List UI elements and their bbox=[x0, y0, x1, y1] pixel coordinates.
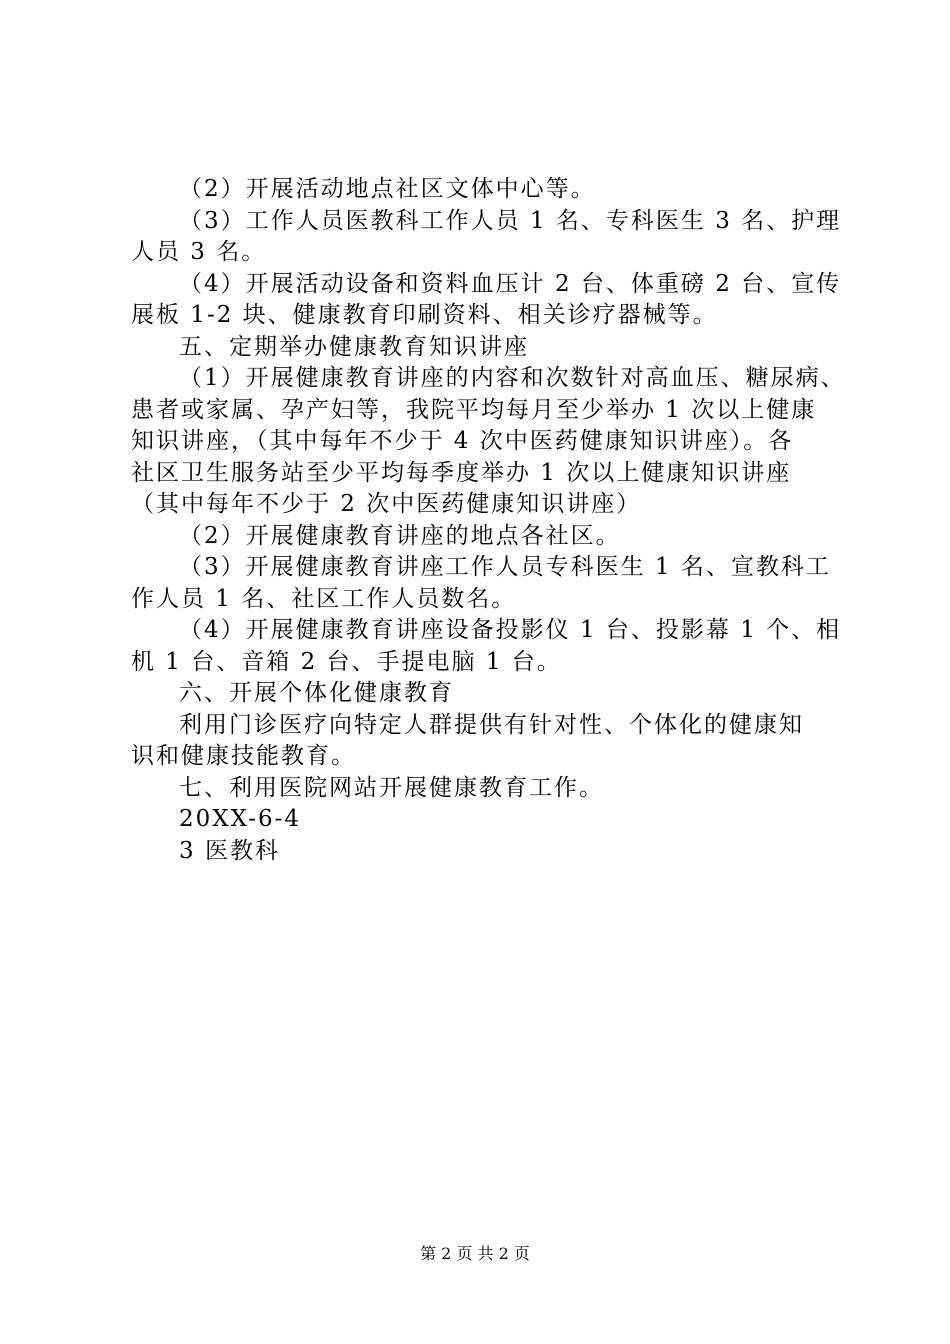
document-body bbox=[131, 174, 846, 867]
text-line: （3）工作人员医教科工作人员 1 名、专科医生 3 名、护理 bbox=[179, 207, 842, 234]
text-line: 展板 1-2 块、健康教育印刷资料、相关诊疗器械等。 bbox=[131, 302, 718, 328]
page-footer: 第 2 页 共 2 页 bbox=[420, 1244, 530, 1263]
section-heading: 六、开展个体化健康教育 bbox=[179, 680, 454, 706]
text-line: 机 1 台、音箱 2 台、手提电脑 1 台。 bbox=[131, 648, 562, 675]
text-line: （2）开展活动地点社区文体中心等。 bbox=[179, 176, 596, 202]
text-line: （其中每年不少于 2 次中医药健康知识讲座） bbox=[131, 491, 642, 517]
text-line: 患者或家属、孕产妇等，我院平均每月至少举办 1 次以上健康 bbox=[131, 396, 817, 423]
text-line: 作人员 1 名、社区工作人员数名。 bbox=[131, 585, 517, 612]
text-line: 社区卫生服务站至少平均每季度举办 1 次以上健康知识讲座 bbox=[131, 459, 792, 486]
text-line: （1）开展健康教育讲座的内容和次数针对高血压、糖尿病、 bbox=[179, 365, 846, 391]
text-line: 识和健康技能教育。 bbox=[131, 743, 356, 769]
section-heading: 七、利用医院网站开展健康教育工作。 bbox=[179, 774, 604, 801]
text-line: 利用门诊医疗向特定人群提供有针对性、个体化的健康知 bbox=[179, 711, 804, 738]
section-heading: 五、定期举办健康教育知识讲座 bbox=[179, 333, 529, 360]
text-line: （3）开展健康教育讲座工作人员专科医生 1 名、宣教科工 bbox=[179, 554, 831, 580]
document-signature: 3 医教科 bbox=[179, 837, 280, 864]
text-line: （4）开展活动设备和资料血压计 2 台、体重磅 2 台、宣传 bbox=[179, 270, 842, 297]
text-line: 知识讲座，（其中每年不少于 4 次中医药健康知识讲座）。各 bbox=[131, 428, 794, 454]
text-line: 人员 3 名。 bbox=[131, 239, 267, 265]
text-line: （2）开展健康教育讲座的地点各社区。 bbox=[179, 522, 621, 549]
document-date: 20XX-6-4 bbox=[179, 806, 302, 832]
text-line: （4）开展健康教育讲座设备投影仪 1 台、投影幕 1 个、相 bbox=[179, 617, 842, 643]
